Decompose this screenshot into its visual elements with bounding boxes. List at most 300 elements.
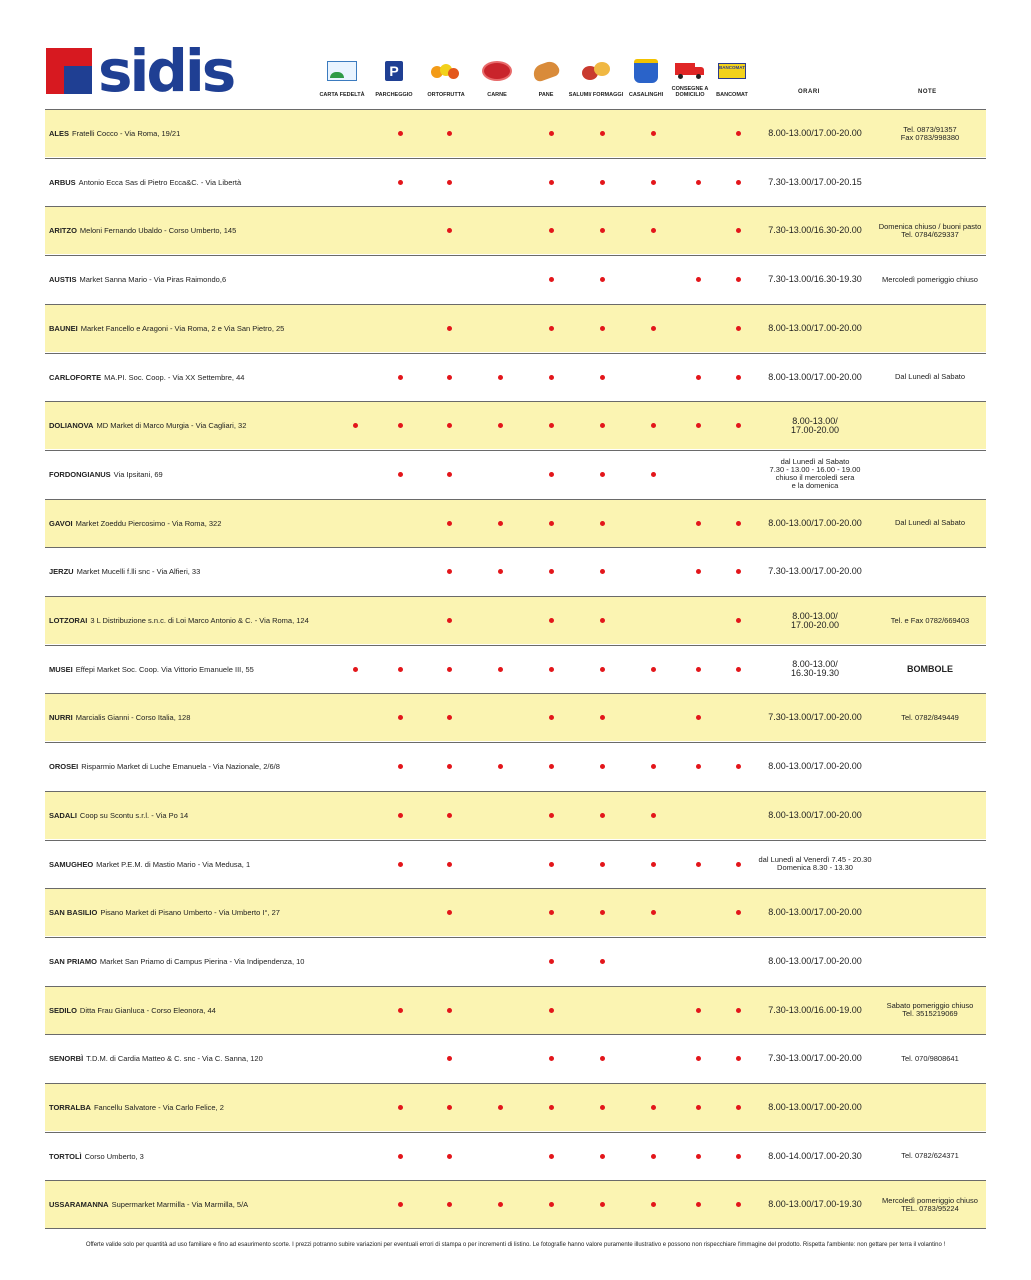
service-dot-bancomat xyxy=(736,1202,741,1207)
store-city: ARITZO xyxy=(49,226,77,236)
service-dot-bancomat xyxy=(736,569,741,574)
store-notes: Tel. 0873/91357 Fax 0783/998380 xyxy=(900,124,960,142)
service-dot-carta xyxy=(353,423,358,428)
service-dot-salumi xyxy=(600,667,605,672)
store-city: ARBUS xyxy=(49,177,76,187)
service-dot-pane xyxy=(549,618,554,623)
store-info: Fratelli Cocco - Via Roma, 19/21 xyxy=(72,129,181,138)
service-dot-parcheggio xyxy=(398,423,403,428)
service-dot-pane xyxy=(549,764,554,769)
service-dot-bancomat xyxy=(736,131,741,136)
service-dot-pane xyxy=(549,862,554,867)
column-label: PANE xyxy=(538,92,554,98)
table-row xyxy=(45,499,986,547)
service-dot-consegne xyxy=(696,277,701,282)
store-notes xyxy=(874,889,986,936)
service-dot-bancomat xyxy=(736,1008,741,1013)
store-info: Pisano Market di Pisano Umberto - Via Umberto I°, 27 xyxy=(100,908,280,918)
column-label: SALUMI/ FORMAGGI xyxy=(568,92,624,98)
service-dot-casalinghi xyxy=(651,423,656,428)
store-name xyxy=(49,207,236,254)
service-dot-salumi xyxy=(600,1056,605,1061)
service-dot-pane xyxy=(549,813,554,818)
store-hours: 8.00-14.00/17.00-20.30 xyxy=(768,1150,862,1161)
service-dot-pane xyxy=(549,375,554,380)
brand-logo xyxy=(46,37,234,105)
table-row xyxy=(45,353,986,401)
service-dot-bancomat xyxy=(736,228,741,233)
service-dot-pane xyxy=(549,228,554,233)
table-row xyxy=(45,255,986,303)
store-name xyxy=(49,694,190,741)
service-dot-consegne xyxy=(696,764,701,769)
service-dot-bancomat xyxy=(736,764,741,769)
store-name xyxy=(49,354,244,401)
column-label: CASALINGHI xyxy=(628,92,664,98)
store-hours: 8.00-13.00/17.00-20.00 xyxy=(768,371,862,382)
service-dot-ortofrutta xyxy=(447,764,452,769)
service-dot-carne xyxy=(498,521,503,526)
service-dot-consegne xyxy=(696,715,701,720)
service-dot-parcheggio xyxy=(398,1008,403,1013)
service-dot-salumi xyxy=(600,472,605,477)
service-dot-parcheggio xyxy=(398,375,403,380)
store-notes: Mercoledì pomeriggio chiuso TEL. 0783/95224 xyxy=(882,1195,978,1213)
store-hours: 8.00-13.00/17.00-20.00 xyxy=(768,761,862,772)
store-name xyxy=(49,938,304,985)
service-dot-consegne xyxy=(696,667,701,672)
service-dot-ortofrutta xyxy=(447,1008,452,1013)
store-city: NURRI xyxy=(49,713,73,723)
service-dot-casalinghi xyxy=(651,472,656,477)
service-dot-ortofrutta xyxy=(447,521,452,526)
store-notes: BOMBOLE xyxy=(907,664,953,675)
service-dot-casalinghi xyxy=(651,1105,656,1110)
service-dot-pane xyxy=(549,277,554,282)
service-dot-salumi xyxy=(600,862,605,867)
table-row xyxy=(45,645,986,693)
store-hours: 7.30-13.00/16.30-20.00 xyxy=(768,225,862,236)
table-row xyxy=(45,450,986,498)
store-notes xyxy=(874,305,986,352)
service-dot-parcheggio xyxy=(398,131,403,136)
table-row xyxy=(45,304,986,352)
store-city: ALES xyxy=(49,129,70,138)
service-dot-bancomat xyxy=(736,1056,741,1061)
service-dot-bancomat xyxy=(736,1154,741,1159)
store-city: DOLIANOVA xyxy=(49,421,94,431)
service-dot-ortofrutta xyxy=(447,326,452,331)
store-info: Market Mucelli f.lli snc - Via Alfieri, 33 xyxy=(76,567,201,577)
service-dot-ortofrutta xyxy=(447,228,452,233)
service-dot-carne xyxy=(498,375,503,380)
store-notes: Dal Lunedì al Sabato xyxy=(894,518,966,528)
store-notes: Tel. e Fax 0782/669403 xyxy=(890,615,970,625)
table-row xyxy=(45,547,986,595)
store-hours: 8.00-13.00/17.00-20.00 xyxy=(768,907,862,918)
store-notes xyxy=(874,451,986,498)
service-dot-salumi xyxy=(600,521,605,526)
service-dot-pane xyxy=(549,1056,554,1061)
store-city: LOTZORAI xyxy=(49,616,88,625)
service-dot-pane xyxy=(549,959,554,964)
service-dot-carne xyxy=(498,423,503,428)
service-dot-ortofrutta xyxy=(447,131,452,136)
service-dot-bancomat xyxy=(736,1105,741,1110)
store-city: SAMUGHEO xyxy=(49,859,94,869)
store-info: Risparmio Market di Luche Emanuela - Via Nazionale, 2/6/8 xyxy=(81,762,280,772)
store-info: Fancellu Salvatore - Via Carlo Felice, 2 xyxy=(93,1103,224,1112)
service-dot-casalinghi xyxy=(651,813,656,818)
atm-card-icon: BANCOMAT xyxy=(717,60,747,82)
service-dot-parcheggio xyxy=(398,1105,403,1110)
store-city: SAN PRIAMO xyxy=(49,956,97,966)
cold-cuts-icon xyxy=(581,60,611,82)
store-hours: 8.00-13.00/17.00-20.00 xyxy=(768,1102,862,1112)
store-city: AUSTIS xyxy=(49,275,77,285)
column-carta xyxy=(312,60,372,98)
store-notes xyxy=(874,1084,986,1131)
service-dot-ortofrutta xyxy=(447,715,452,720)
table-row xyxy=(45,840,986,888)
service-dot-salumi xyxy=(600,131,605,136)
service-dot-bancomat xyxy=(736,862,741,867)
store-hours: 8.00-13.00/ 17.00-20.00 xyxy=(790,415,840,435)
service-dot-casalinghi xyxy=(651,326,656,331)
store-info: Meloni Fernando Ubaldo - Corso Umberto, 145 xyxy=(79,226,237,236)
store-notes xyxy=(874,548,986,595)
delivery-truck-icon xyxy=(675,60,705,82)
store-hours: 7.30-13.00/17.00-20.00 xyxy=(768,566,862,577)
table-row xyxy=(45,158,986,206)
header-orari: ORARI xyxy=(798,89,820,95)
service-dot-ortofrutta xyxy=(447,1154,452,1159)
store-name xyxy=(49,987,216,1034)
table-row xyxy=(45,986,986,1034)
brand-name: sidis xyxy=(98,37,234,105)
service-dot-ortofrutta xyxy=(447,180,452,185)
column-label: CARTA FEDELTÀ xyxy=(319,92,365,98)
store-city: SADALI xyxy=(49,810,77,820)
store-info: Market San Priamo di Campus Pierina - Via Indipendenza, 10 xyxy=(99,956,305,966)
service-dot-salumi xyxy=(600,180,605,185)
store-city: TORTOLÌ xyxy=(49,1151,82,1161)
store-notes: Dal Lunedì al Sabato xyxy=(894,372,966,381)
store-name xyxy=(49,1084,224,1131)
store-city: MUSEI xyxy=(49,664,73,674)
service-dot-ortofrutta xyxy=(447,618,452,623)
service-dot-bancomat xyxy=(736,277,741,282)
service-dot-pane xyxy=(549,1105,554,1110)
store-name xyxy=(49,110,180,157)
service-dot-ortofrutta xyxy=(447,813,452,818)
service-dot-casalinghi xyxy=(651,1202,656,1207)
loyalty-card-icon xyxy=(327,60,357,82)
footer-disclaimer: Offerte valide solo per quantità ad uso familiare e fino ad esaurimento scorte. I prezzi potranno subire variazioni per eventuali errori di stampa o per incrementi di listino. Le fotografie hanno valore puramente illustrativo e possono non rispecchiare l'immagine del prodotto. Rispetta l'ambiente: non gettare per terra il volantino ! xyxy=(85,1242,946,1248)
store-notes xyxy=(874,792,986,839)
service-dot-pane xyxy=(549,1154,554,1159)
service-dot-parcheggio xyxy=(398,180,403,185)
store-notes xyxy=(874,743,986,790)
service-dot-salumi xyxy=(600,375,605,380)
service-dot-consegne xyxy=(696,423,701,428)
service-dot-carne xyxy=(498,1202,503,1207)
store-hours: 8.00-13.00/17.00-20.00 xyxy=(768,955,862,966)
service-dot-casalinghi xyxy=(651,180,656,185)
service-dot-ortofrutta xyxy=(447,375,452,380)
store-city: GAVOI xyxy=(49,518,73,528)
service-dot-casalinghi xyxy=(651,131,656,136)
store-hours: 7.30-13.00/17.00-20.15 xyxy=(768,176,862,187)
parking-icon: P xyxy=(379,60,409,82)
store-name xyxy=(49,500,221,547)
table-row xyxy=(45,206,986,254)
service-dot-casalinghi xyxy=(651,228,656,233)
table-row xyxy=(45,888,986,936)
bread-icon xyxy=(531,60,561,82)
service-dot-consegne xyxy=(696,569,701,574)
store-hours: 8.00-13.00/17.00-19.30 xyxy=(768,1199,862,1210)
service-dot-carne xyxy=(498,667,503,672)
service-dot-consegne xyxy=(696,375,701,380)
store-notes: Tel. 0782/849449 xyxy=(901,712,959,722)
store-city: USSARAMANNA xyxy=(49,1200,109,1210)
store-info: Effepi Market Soc. Coop. Via Vittorio Emanuele III, 55 xyxy=(75,664,254,674)
store-hours: 7.30-13.00/17.00-20.00 xyxy=(768,712,862,723)
fruit-icon xyxy=(431,60,461,82)
service-dot-salumi xyxy=(600,1154,605,1159)
service-dot-salumi xyxy=(600,618,605,623)
store-hours: 8.00-13.00/17.00-20.00 xyxy=(768,517,862,528)
store-hours: 7.30-13.00/17.00-20.00 xyxy=(768,1053,862,1064)
store-info: MA.PI. Soc. Coop. - Via XX Settembre, 44 xyxy=(104,372,245,382)
store-info: Coop su Scontu s.r.l. - Via Po 14 xyxy=(79,810,189,820)
household-icon xyxy=(631,60,661,82)
store-notes: Domenica chiuso / buoni pasto Tel. 0784/629337 xyxy=(878,221,982,239)
store-info: Corso Umberto, 3 xyxy=(84,1151,144,1161)
store-city: SENORBÌ xyxy=(49,1054,84,1064)
table-row xyxy=(45,937,986,985)
table-row xyxy=(45,1132,986,1180)
service-dot-casalinghi xyxy=(651,667,656,672)
service-dot-casalinghi xyxy=(651,764,656,769)
store-notes: Mercoledì pomeriggio chiuso xyxy=(882,274,978,284)
store-hours: 8.00-13.00/17.00-20.00 xyxy=(768,322,862,333)
column-label: PARCHEGGIO xyxy=(375,92,413,98)
service-dot-parcheggio xyxy=(398,1154,403,1159)
service-dot-carta xyxy=(353,667,358,672)
store-name xyxy=(49,451,163,498)
service-dot-salumi xyxy=(600,764,605,769)
service-dot-casalinghi xyxy=(651,1154,656,1159)
store-city: FORDONGIANUS xyxy=(49,469,111,479)
store-notes: Sabato pomeriggio chiuso Tel. 3515219069 xyxy=(886,1001,974,1019)
service-dot-salumi xyxy=(600,423,605,428)
store-name xyxy=(49,305,284,352)
service-dot-salumi xyxy=(600,910,605,915)
service-dot-bancomat xyxy=(736,375,741,380)
column-label: BANCOMAT xyxy=(716,92,748,98)
store-hours: dal Lunedì al Sabato 7.30 - 13.00 - 16.00 - 19.00 chiuso il mercoledì sera e la domenica xyxy=(769,457,861,491)
service-dot-ortofrutta xyxy=(447,667,452,672)
column-label: CONSEGNE A DOMICILIO xyxy=(671,86,709,98)
store-city: OROSEI xyxy=(49,762,79,772)
service-dot-consegne xyxy=(696,1056,701,1061)
table-row xyxy=(45,401,986,449)
service-dot-pane xyxy=(549,715,554,720)
service-dot-ortofrutta xyxy=(447,862,452,867)
service-dot-parcheggio xyxy=(398,813,403,818)
service-dot-pane xyxy=(549,423,554,428)
service-dot-ortofrutta xyxy=(447,569,452,574)
service-dot-salumi xyxy=(600,1202,605,1207)
service-dot-consegne xyxy=(696,862,701,867)
store-notes xyxy=(874,159,986,206)
store-name xyxy=(49,597,309,644)
store-hours: 8.00-13.00/17.00-20.00 xyxy=(768,128,862,138)
column-bancomat xyxy=(702,60,762,98)
service-dot-pane xyxy=(549,667,554,672)
service-dot-casalinghi xyxy=(651,862,656,867)
service-dot-ortofrutta xyxy=(447,1105,452,1110)
service-dot-ortofrutta xyxy=(447,423,452,428)
store-hours: dal Lunedì al Venerdì 7.45 - 20.30 Domenica 8.30 - 13.30 xyxy=(758,855,872,872)
table-row xyxy=(45,596,986,644)
service-dot-pane xyxy=(549,326,554,331)
service-dot-parcheggio xyxy=(398,764,403,769)
store-notes xyxy=(874,402,986,449)
store-info: Market Zoeddu Piercosimo - Via Roma, 322 xyxy=(75,518,222,528)
service-dot-salumi xyxy=(600,959,605,964)
service-dot-consegne xyxy=(696,1105,701,1110)
store-city: SAN BASILIO xyxy=(49,908,98,918)
store-info: Market Sanna Mario - Via Piras Raimondo,6 xyxy=(79,275,227,285)
service-dot-pane xyxy=(549,910,554,915)
store-hours: 7.30-13.00/16.00-19.00 xyxy=(768,1004,862,1015)
store-name xyxy=(49,646,254,693)
table-row xyxy=(45,1034,986,1082)
service-dot-consegne xyxy=(696,180,701,185)
store-name xyxy=(49,889,280,936)
store-name xyxy=(49,159,241,206)
service-dot-casalinghi xyxy=(651,910,656,915)
service-dot-bancomat xyxy=(736,618,741,623)
service-dot-carne xyxy=(498,764,503,769)
store-info: Marcialis Gianni - Corso Italia, 128 xyxy=(75,713,191,723)
service-dot-parcheggio xyxy=(398,472,403,477)
service-dot-consegne xyxy=(696,1008,701,1013)
service-dot-ortofrutta xyxy=(447,910,452,915)
store-hours: 8.00-13.00/17.00-20.00 xyxy=(768,809,862,820)
table-row xyxy=(45,109,986,157)
store-name xyxy=(49,548,200,595)
store-name xyxy=(49,1133,144,1180)
service-dot-ortofrutta xyxy=(447,1202,452,1207)
service-dot-pane xyxy=(549,180,554,185)
table-row xyxy=(45,1180,986,1229)
table-row xyxy=(45,693,986,741)
service-dot-bancomat xyxy=(736,423,741,428)
store-info: Market Fancello e Aragoni - Via Roma, 2 e Via San Pietro, 25 xyxy=(80,323,285,333)
service-dot-salumi xyxy=(600,715,605,720)
store-name xyxy=(49,841,250,888)
service-dot-pane xyxy=(549,569,554,574)
service-dot-carne xyxy=(498,569,503,574)
store-city: BAUNEI xyxy=(49,323,78,333)
store-info: T.D.M. di Cardia Matteo & C. snc - Via C. Sanna, 120 xyxy=(86,1054,263,1064)
store-name xyxy=(49,256,226,303)
store-notes xyxy=(874,938,986,985)
store-notes xyxy=(874,841,986,888)
service-dot-salumi xyxy=(600,277,605,282)
store-hours: 7.30-13.00/16.30-19.30 xyxy=(768,274,862,285)
service-dot-bancomat xyxy=(736,326,741,331)
store-name xyxy=(49,1181,248,1228)
service-dot-bancomat xyxy=(736,180,741,185)
store-info: Ditta Frau Gianluca - Corso Eleonora, 44 xyxy=(79,1005,216,1015)
service-dot-parcheggio xyxy=(398,667,403,672)
store-name xyxy=(49,792,188,839)
service-dot-parcheggio xyxy=(398,1202,403,1207)
store-city: JERZU xyxy=(49,567,74,577)
store-notes: Tel. 070/9808641 xyxy=(901,1053,959,1063)
store-city: SEDILO xyxy=(49,1005,77,1015)
service-dot-pane xyxy=(549,131,554,136)
service-dot-salumi xyxy=(600,1105,605,1110)
service-dot-consegne xyxy=(696,521,701,526)
service-dot-carne xyxy=(498,1105,503,1110)
meat-icon xyxy=(482,60,512,82)
service-dot-parcheggio xyxy=(398,715,403,720)
service-dot-pane xyxy=(549,1202,554,1207)
service-dot-bancomat xyxy=(736,667,741,672)
service-dot-parcheggio xyxy=(398,862,403,867)
service-dot-ortofrutta xyxy=(447,1056,452,1061)
store-info: Antonio Ecca Sas di Pietro Ecca&C. - Via Libertà xyxy=(78,177,242,187)
logo-mark-icon xyxy=(46,48,92,94)
store-hours: 8.00-13.00/ 17.00-20.00 xyxy=(790,610,840,630)
store-notes: Tel. 0782/624371 xyxy=(901,1151,959,1161)
store-hours: 8.00-13.00/ 16.30-19.30 xyxy=(790,659,840,679)
store-name xyxy=(49,743,280,790)
service-dot-pane xyxy=(549,521,554,526)
table-row xyxy=(45,791,986,839)
service-dot-salumi xyxy=(600,228,605,233)
service-dot-pane xyxy=(549,472,554,477)
store-info: 3 L Distribuzione s.n.c. di Loi Marco Antonio & C. - Via Roma, 124 xyxy=(90,616,309,625)
store-info: Market P.E.M. di Mastio Mario - Via Medusa, 1 xyxy=(96,859,251,869)
column-parcheggio xyxy=(364,60,424,98)
column-label: CARNE xyxy=(487,92,507,98)
store-city: CARLOFORTE xyxy=(49,372,102,382)
store-name xyxy=(49,402,246,449)
service-dot-consegne xyxy=(696,1154,701,1159)
service-dot-bancomat xyxy=(736,521,741,526)
table-row xyxy=(45,742,986,790)
header-note: NOTE xyxy=(918,89,937,95)
service-dot-pane xyxy=(549,1008,554,1013)
column-label: ORTOFRUTTA xyxy=(427,92,465,98)
service-dot-salumi xyxy=(600,326,605,331)
service-dot-salumi xyxy=(600,813,605,818)
service-dot-ortofrutta xyxy=(447,472,452,477)
store-city: TORRALBA xyxy=(49,1103,91,1112)
service-dot-salumi xyxy=(600,569,605,574)
store-info: MD Market di Marco Murgia - Via Cagliari, 32 xyxy=(96,421,247,431)
service-dot-consegne xyxy=(696,1202,701,1207)
store-info: Via Ipsitani, 69 xyxy=(113,469,163,479)
table-row xyxy=(45,1083,986,1131)
